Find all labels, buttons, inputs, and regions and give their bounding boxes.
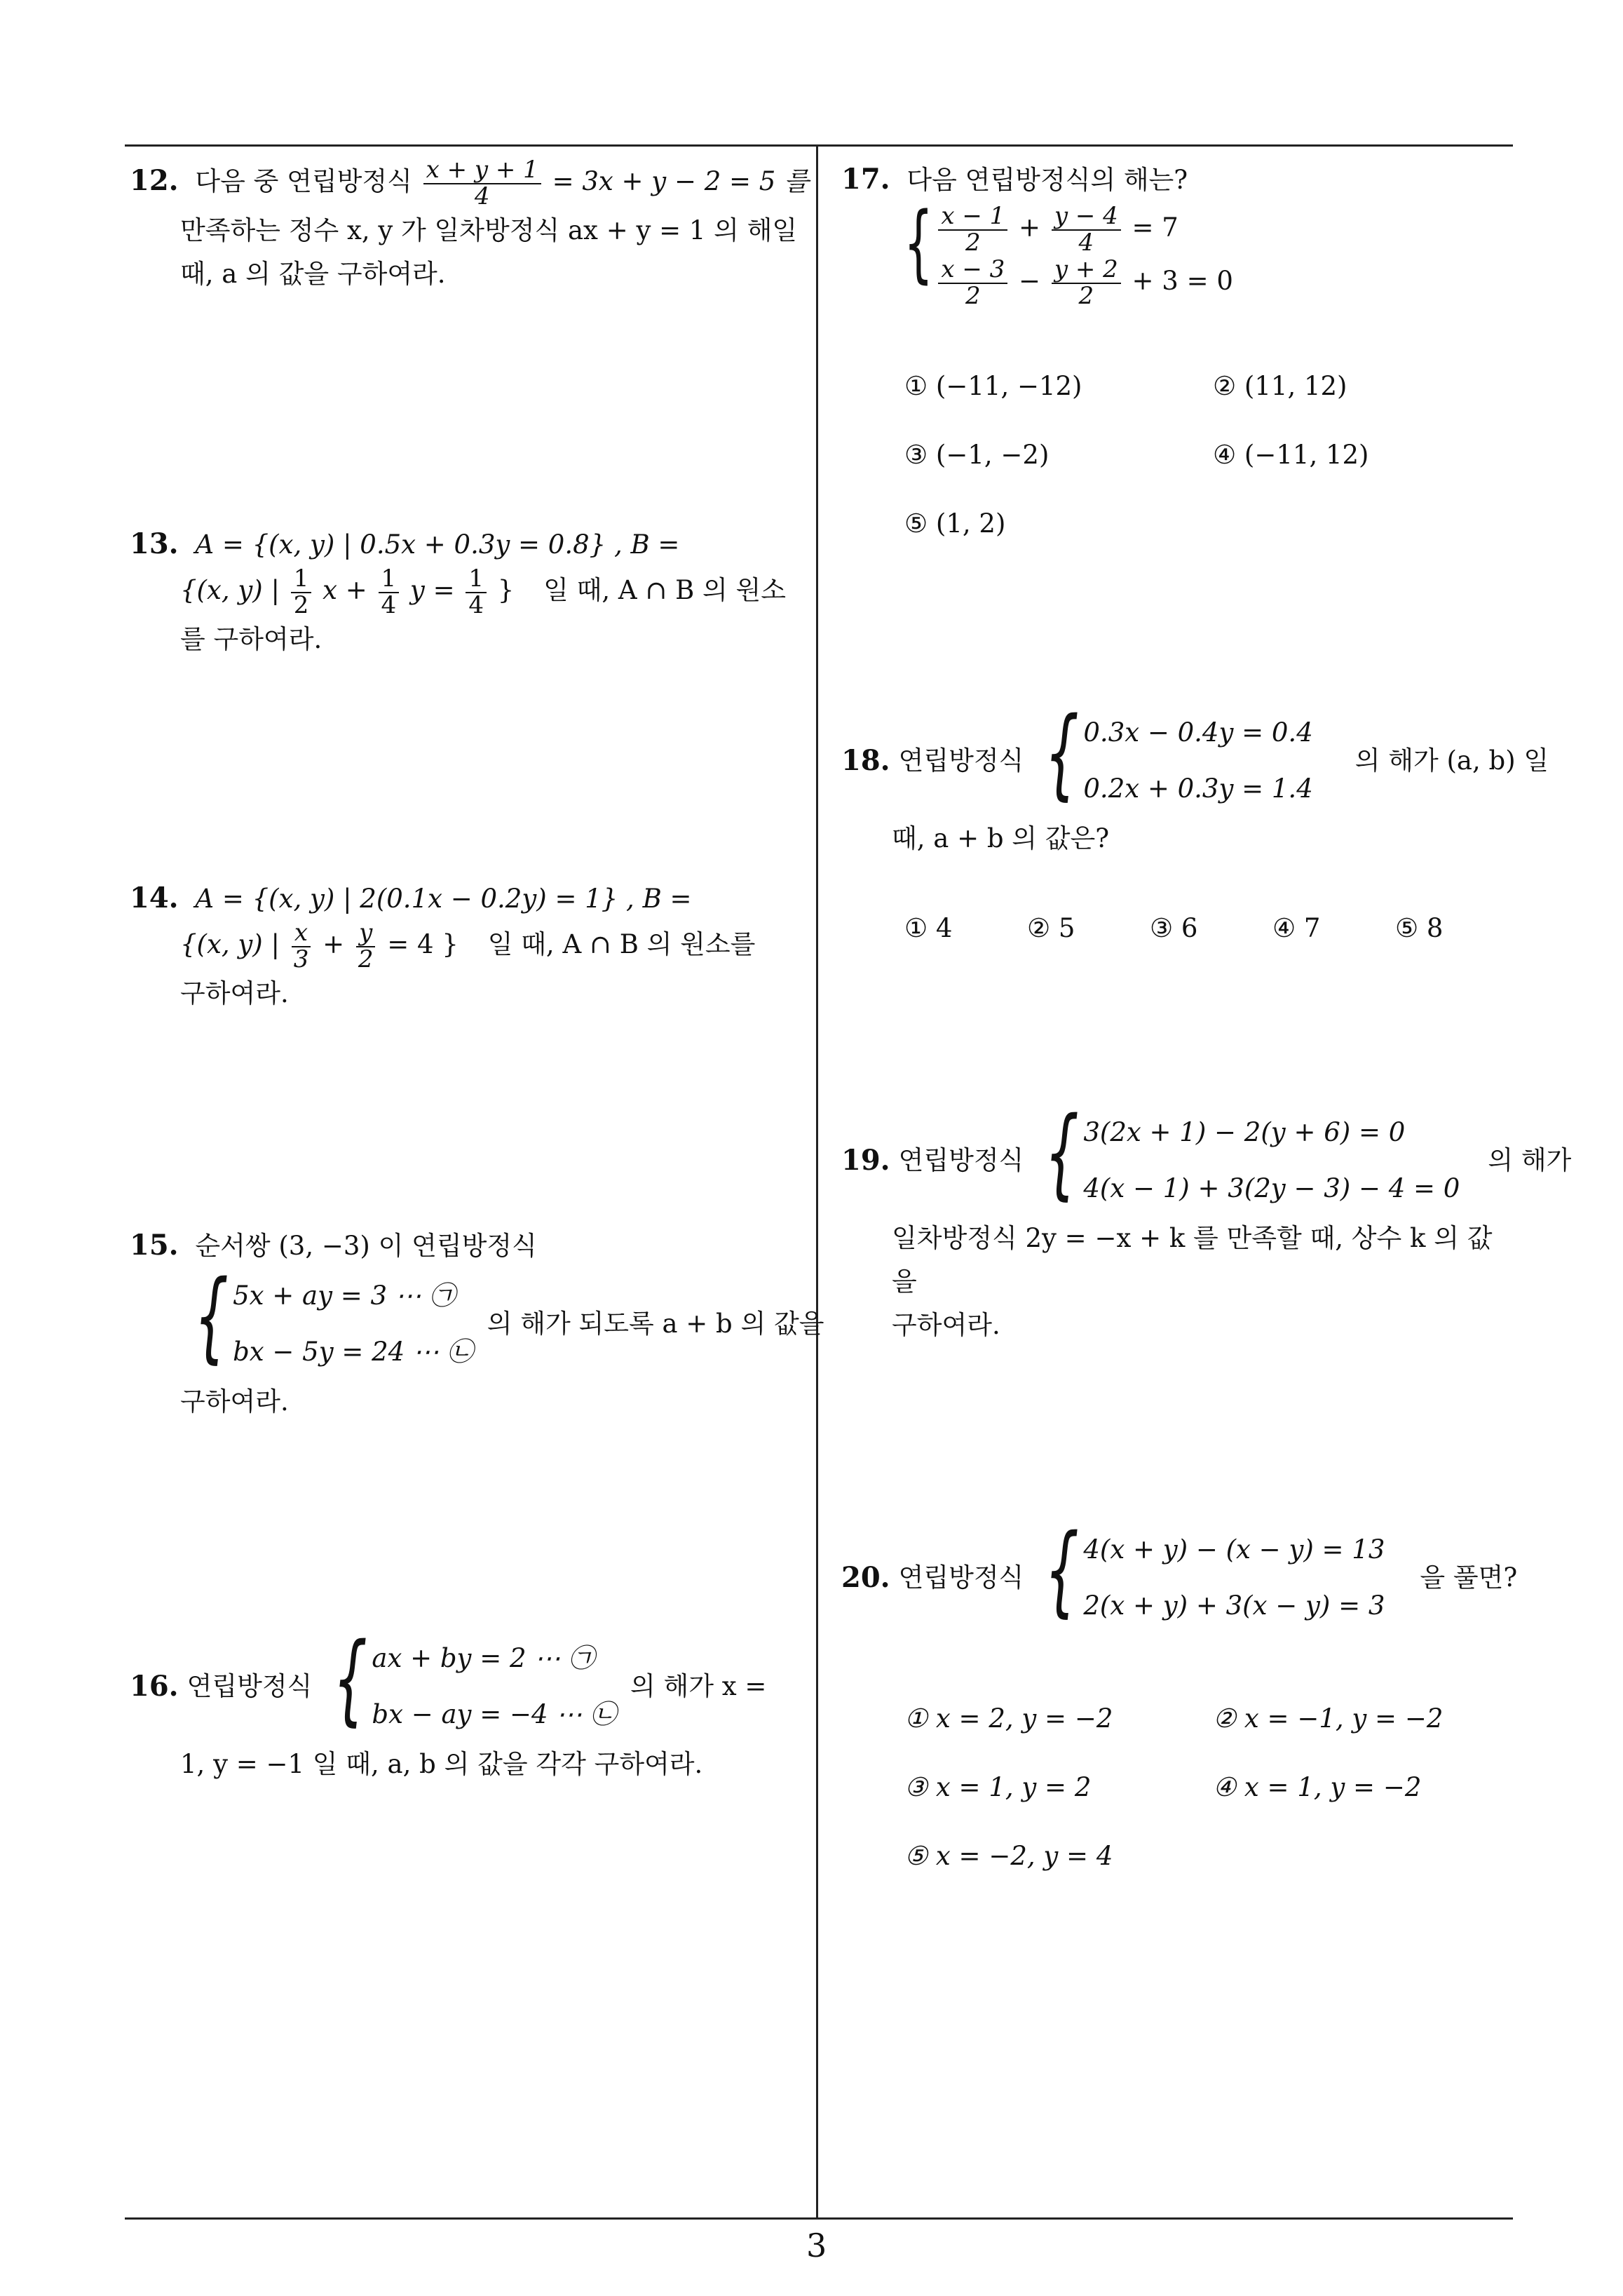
option-2[interactable]: ② (11, 12)	[1213, 371, 1347, 401]
equation-text: + 3 = 0	[1132, 266, 1233, 297]
problem-text-line: 구하여라.	[180, 1386, 289, 1417]
problem-number: 17.	[841, 163, 890, 196]
equation-text: y =	[409, 575, 455, 606]
fraction: $\frac{1}{4}$	[379, 567, 400, 618]
problem-text-line: 만족하는 정수 x, y 가 일차방정식 ax + y = 1 의 해일	[180, 215, 798, 246]
problem-text: 을 풀면?	[1420, 1562, 1518, 1593]
option-5[interactable]: ⑤ 8	[1395, 913, 1444, 943]
fraction: $\frac{x - 1}{2}$	[938, 204, 1007, 255]
equation-row: bx − 5y = 24 ⋯ ㉡	[233, 1337, 473, 1367]
equation-row: 0.3x − 0.4y = 0.4	[1083, 717, 1313, 748]
problem-20-options	[904, 1697, 1507, 1879]
option-3[interactable]: ③ (−1, −2)	[904, 440, 1050, 470]
problem-text-line: 때, a 의 값을 구하여라.	[180, 259, 446, 290]
equation-text: = 3x + y − 2 = 5 를	[552, 166, 809, 197]
problem-text-line: 때, a + b 의 값은?	[892, 823, 1110, 853]
set-definition: A = {(x, y) | 2(0.1x − 0.2y) = 1} , B =	[195, 884, 692, 914]
operator: −	[1019, 266, 1041, 297]
problem-20	[841, 1513, 1518, 1634]
problem-text: 의 해가	[1488, 1145, 1572, 1175]
fraction: $\frac{x - 3}{2}$	[938, 257, 1007, 309]
option-2[interactable]: ② 5	[1027, 913, 1075, 943]
set-close: }	[442, 929, 459, 960]
equation-row: 4(x − 1) + 3(2y − 3) − 4 = 0	[1083, 1173, 1460, 1203]
equation-row: ax + by = 2 ⋯ ㉠	[372, 1643, 595, 1673]
option-4[interactable]: ④ x = 1, y = −2	[1213, 1772, 1422, 1802]
equation-text: = 4	[387, 929, 434, 960]
problem-number: 16.	[130, 1670, 179, 1703]
problem-12	[130, 156, 809, 296]
column-divider	[816, 144, 818, 2219]
problem-number: 14.	[130, 882, 179, 914]
option-2[interactable]: ② x = −1, y = −2	[1213, 1703, 1444, 1734]
problem-18	[841, 696, 1549, 860]
problem-text-line: 구하여라.	[180, 978, 289, 1009]
option-5[interactable]: ⑤ x = −2, y = 4	[904, 1841, 1113, 1871]
equation-system: { 4(x + y) − (x − y) = 13 2(x + y) + 3(x − y) = 3	[1031, 1522, 1385, 1634]
problem-text: 의 해가 되도록 a + b 의 값을	[487, 1309, 824, 1339]
option-5[interactable]: ⑤ (1, 2)	[904, 508, 1006, 539]
set-open: {(x, y) |	[180, 929, 280, 960]
equation-text: x +	[322, 575, 367, 606]
problem-text: 순서쌍 (3, −3) 이 연립방정식	[195, 1231, 537, 1261]
problem-number: 13.	[130, 527, 179, 560]
option-1[interactable]: ① x = 2, y = −2	[904, 1703, 1113, 1734]
top-rule	[125, 144, 1513, 147]
problem-number: 12.	[130, 164, 179, 198]
problem-number: 19.	[841, 1144, 890, 1177]
page-number: 3	[806, 2227, 827, 2264]
option-3[interactable]: ③ 6	[1150, 913, 1198, 943]
problem-text: 의 해가 x =	[630, 1671, 767, 1701]
fraction: $\frac{y + 2}{2}$	[1052, 257, 1121, 309]
equation-system: { 5x + ay = 3 ⋯ ㉠ bx − 5y = 24 ⋯ ㉡	[180, 1268, 473, 1380]
equation-row: 5x + ay = 3 ⋯ ㉠	[233, 1281, 456, 1311]
set-definition: A = {(x, y) | 0.5x + 0.3y = 0.8} , B =	[195, 529, 680, 560]
fraction: $\frac{x + y + 1}{4}$	[423, 158, 541, 209]
equation-row: 0.2x + 0.3y = 1.4	[1083, 774, 1313, 804]
equation-row: 3(2x + 1) − 2(y + 6) = 0	[1083, 1117, 1406, 1147]
problem-text-line: 1, y = −1 일 때, a, b 의 값을 각각 구하여라.	[180, 1749, 703, 1779]
set-open: {(x, y) |	[180, 575, 280, 606]
option-1[interactable]: ① 4	[904, 913, 953, 943]
equation-system: { ax + by = 2 ⋯ ㉠ bx − ay = −4 ⋯ ㉡	[319, 1630, 616, 1743]
problem-text: 연립방정식	[898, 1145, 1024, 1175]
problem-17	[841, 158, 1514, 309]
equation-system: { $\frac{x - 1}{2}$ + $\frac{y - 4}{4}$ = 7 $\frac{x - 3}{2}$ − $\frac{y + 2}{2}$ + 3 = 0	[904, 195, 1233, 310]
equation-system: { 3(2x + 1) − 2(y + 6) = 0 4(x − 1) + 3(2y − 3) − 4 = 0	[1031, 1105, 1460, 1217]
set-close: }	[497, 575, 515, 606]
problem-number: 18.	[841, 744, 890, 777]
problem-13	[130, 522, 803, 661]
problem-text: 다음 연립방정식의 해는?	[906, 165, 1188, 195]
operator: +	[322, 929, 345, 960]
problem-text-line: 구하여라.	[892, 1310, 1000, 1340]
option-4[interactable]: ④ (−11, 12)	[1213, 440, 1369, 470]
problem-number: 20.	[841, 1561, 890, 1594]
problem-text: 연립방정식	[186, 1671, 313, 1701]
option-4[interactable]: ④ 7	[1272, 913, 1321, 943]
problem-text: 일 때, A ∩ B 의 원소를	[487, 929, 756, 960]
equation-row: 4(x + y) − (x − y) = 13	[1083, 1534, 1385, 1565]
fraction: $\frac{y}{2}$	[355, 921, 376, 972]
equation-row: bx − ay = −4 ⋯ ㉡	[372, 1699, 617, 1729]
problem-text: 일 때, A ∩ B 의 원소	[543, 575, 787, 606]
problem-text: 연립방정식	[898, 745, 1024, 776]
option-3[interactable]: ③ x = 1, y = 2	[904, 1772, 1092, 1802]
problem-text-line: 일차방정식 2y = −x + k 를 만족할 때, 상수 k 의 값을	[892, 1223, 1493, 1297]
equation-system: { 0.3x − 0.4y = 0.4 0.2x + 0.3y = 1.4	[1031, 705, 1312, 817]
bottom-rule	[125, 2217, 1513, 2220]
problem-14	[130, 877, 803, 1015]
option-1[interactable]: ① (−11, −12)	[904, 371, 1082, 401]
fraction: $\frac{1}{2}$	[291, 567, 312, 618]
problem-19	[841, 1096, 1572, 1347]
problem-15	[130, 1224, 824, 1424]
fraction: $\frac{1}{4}$	[466, 567, 487, 618]
problem-17-options	[904, 365, 1507, 547]
problem-number: 15.	[130, 1229, 179, 1262]
equation-row: 2(x + y) + 3(x − y) = 3	[1083, 1591, 1385, 1621]
operator: +	[1019, 212, 1041, 243]
fraction: $\frac{y - 4}{4}$	[1052, 204, 1121, 255]
fraction: $\frac{x}{3}$	[291, 921, 312, 972]
problem-text-line: 를 구하여라.	[180, 624, 322, 655]
problem-16	[130, 1622, 803, 1786]
equation-text: = 7	[1132, 212, 1179, 243]
problem-text: 다음 중 연립방정식	[195, 166, 412, 197]
problem-text: 의 해가 (a, b) 일	[1354, 745, 1549, 776]
problem-text: 연립방정식	[898, 1562, 1024, 1593]
problem-18-options	[904, 907, 1507, 949]
